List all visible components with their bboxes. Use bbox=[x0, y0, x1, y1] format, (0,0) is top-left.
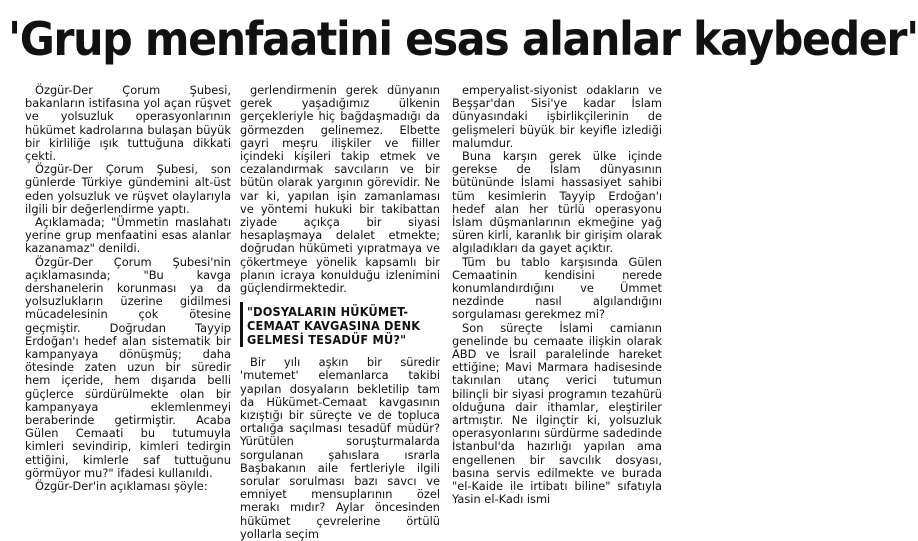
paragraph: Tüm bu tablo karşısında Gülen Cemaatinin kendisini nerede konumlandırdığını ve Ümmet nezdinde nasıl algılandığını sorgulaması gerekmez mi? bbox=[452, 254, 662, 322]
paragraph: Bir yılı aşkın bir süredir 'mutemet' elemanlarca takibi yapılan dosyaların bekletilip tam da Hükümet-Cemaat kavgasının kızıştığı bir süreçte ve de topluca ortalığa saçılması tesadüf müdür? Yürütülen soruşturmalarda sorgulanan şahıslara ısrarla Başbakanın aile fertleriyle ilgili sorular sorulması bazı savcı ve emniyet mensuplarının özel merakı mıdır? Aylar öncesinden hükümet çevrelerine örtülü yollarla seçim bbox=[240, 355, 440, 541]
paragraph: Özgür-Der'in açıklaması şöyle: bbox=[35, 479, 208, 494]
paragraph: Özgür-Der Çorum Şubesi, bakanların istifasına yol açan rüşvet ve yolsuzluk operasyonlarının hükümet kadrolarına bulaşan büyük bir kirliliğe ışık tuttuğuna dikkati çekti. bbox=[25, 83, 231, 164]
paragraph: Özgür-Der Çorum Şubesi, son günlerde Türkiye gündemini alt-üst eden yolsuzluk ve rüşvet olaylarıyla ilgili bir değerlendirme yaptı. bbox=[25, 162, 231, 216]
article-column-2 bbox=[240, 83, 440, 541]
headline: 'Grup menfaatini esas alanlar kaybeder' bbox=[8, 12, 918, 66]
paragraph: Açıklamada; "Ümmetin maslahatı yerine grup menfaatini esas alanlar kazanamaz" denildi. bbox=[25, 215, 231, 256]
paragraph: gerlendirmenin gerek dünyanın gerek yaşadığımız ülkenin gerçekleriyle hiç bağdaşmadığı da görmezden gelinemez. Elbette gayri meşru ilişkiler ve fiiller içindeki kişileri takip etmek ve cezalandırmak savcıların ve bir bütün olarak yargının görevidir. Ne var ki, yapılan işin zamanlaması ve yöntemi hukuki bir takibattan ziyade açıkça bir siyasi hesaplaşmaya delalet etmekte; doğrudan hükümeti yıpratmaya ve çökertmeye yönelik kapsamlı bir planın icraya konulduğu izlenimini güçlendirmektedir. bbox=[240, 83, 440, 296]
article-column-1 bbox=[25, 83, 231, 494]
paragraph: Son süreçte İslami camianın genelinde bu cemaate ilişkin olarak ABD ve İsrail paralelinde hareket ettiğine; Mavi Marmara hadisesinde takınılan utanç verici tutumun bilinçli bir siyasi programın tezahürü olduğuna dair ithamlar, eleştiriler artmıştır. Ne ilginçtir ki, yolsuzluk operasyonlarını sürdürme sadedinde İstanbul'da hazırlığı yapılan ama engellenen bir savcılık dosyası, basına servis edilmekte ve burada "el-Kaide ile irtibatı biline" sıfatıyla Yasin el-Kadı ismi bbox=[452, 320, 662, 507]
paragraph: Buna karşın gerek ülke içinde gerekse de İslam dünyasının bütününde İslami hassasiyet sahibi tüm kesimlerin Tayyip Erdoğan'ı hedef alan her türlü operasyonu İslam düşmanlarının ekmeğine yağ süren kirli, karanlık bir girişim olarak algıladıkları da gayet açıktır. bbox=[452, 149, 662, 256]
paragraph: Özgür-Der Çorum Şubesi'nin açıklamasında; "Bu kavga dershanelerin korunması ya da yolsuzlukların üzerine gidilmesi mücadelesinin çok ötesine geçmiştir. Doğrudan Tayyip Erdoğan'ı hedef alan sistematik bir kampanyaya dönüşmüş; daha ötesinde zaten uzun bir süredir hem içeride, hem dışarıda belli güçlerce sürdürülmekte olan bir kampanyaya eklemlenmeyi beraberinde getirmiştir. Acaba Gülen Cemaati bu tutumuyla kimleri sevindirip, kimleri tedirgin ettiğini, kimlerle saf tuttuğunu görmüyor mu?" ifadesi kullanıldı. bbox=[25, 254, 231, 480]
subheading-callout: "DOSYALARIN HÜKÜMET-CEMAAT KAVGASINA DENK GELMESİ TESADÜF MÜ?" bbox=[240, 302, 440, 347]
paragraph: emperyalist-siyonist odakların ve Beşşar'dan Sisi'ye kadar İslam dünyasındaki işbirlikçilerinin de gelişmeleri büyük bir keyifle izlediği malumdur. bbox=[452, 83, 662, 150]
article-column-3 bbox=[452, 83, 662, 507]
